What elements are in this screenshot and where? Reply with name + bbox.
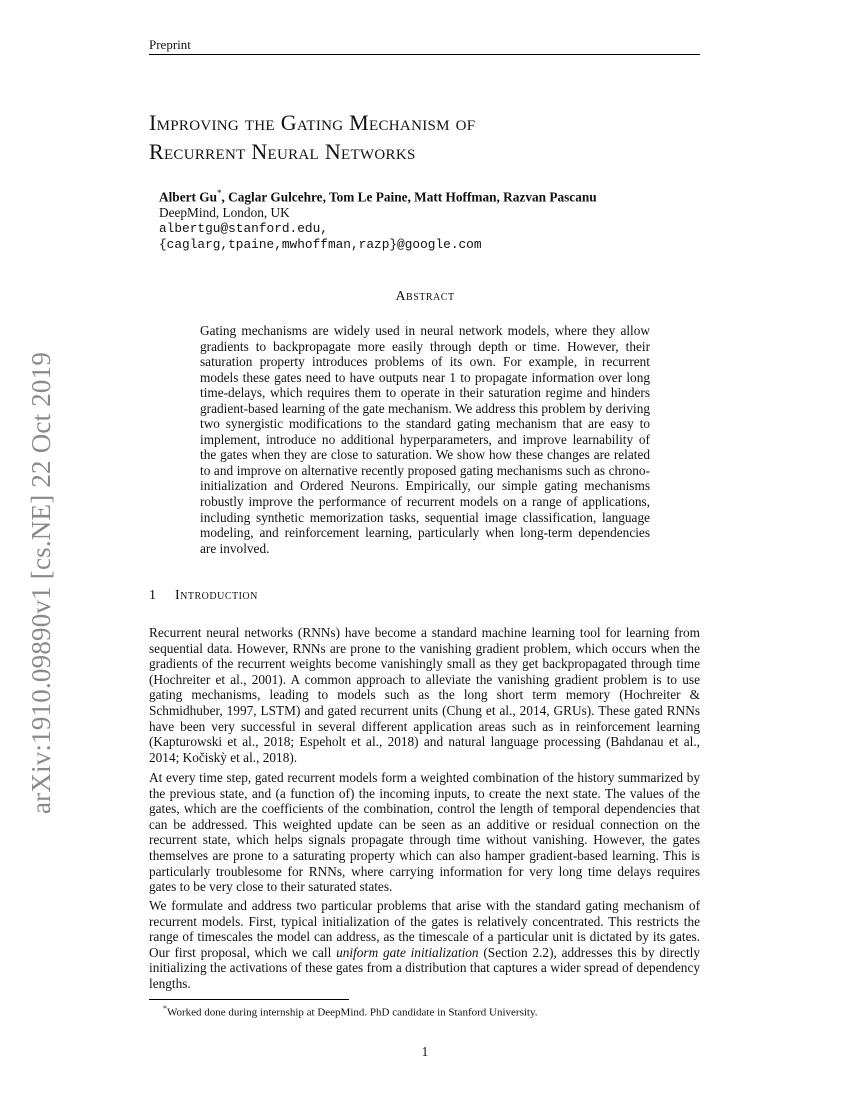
section-title: Introduction <box>175 588 258 603</box>
intro-paragraph-3 <box>149 898 700 992</box>
intro-paragraph-1: Recurrent neural networks (RNNs) have become a standard machine learning tool for learning from sequential data. However, RNNs are prone to the vanishing gradient problem, which occurs when the gradients of the recurrent weights become vanishingly small as they get backpropagated through time (Hochreiter et al., 2001). A common approach to alleviate the vanishing gradient problem is to use gating mechanisms, leading to models such as the long short term memory (Hochreiter & Schmidhuber, 1997, LSTM) and gated recurrent units (Chung et al., 2014, GRUs). These gated RNNs have been very successful in several different application areas such as in reinforcement learning (Kapturowski et al., 2018; Espeholt et al., 2018) and natural language processing (Bahdanau et al., 2014; Kočiskỳ et al., 2018). <box>149 625 700 765</box>
para3-emphasis: uniform gate initialization <box>336 944 479 960</box>
author-footnote-mark: * <box>217 188 222 198</box>
footnote-rule <box>149 999 349 1000</box>
footnote-text: Worked done during internship at DeepMind. PhD candidate in Stanford University. <box>167 1006 538 1019</box>
abstract-heading: Abstract <box>395 289 455 304</box>
running-header: Preprint <box>149 37 191 52</box>
affiliation: DeepMind, London, UK <box>159 205 290 220</box>
author-list <box>159 188 597 205</box>
title-line-2: Recurrent Neural Networks <box>149 139 416 164</box>
footnote <box>163 1004 538 1019</box>
footnote-mark: * <box>163 1004 167 1013</box>
email-group: {caglarg,tpaine,mwhoffman,razp}@google.com <box>159 237 482 252</box>
paper-title <box>149 108 709 166</box>
para3-text-a: We formulate and address two particular problems that arise with the standard gating mechanism of recurrent models. First, typical initialization of the gates is relatively concentrated. This restricts the range of timescales the model can address, as the timescale of a particular unit is dictated by its gates. Our first proposal, which we call <box>149 898 700 960</box>
para3-text-b: (Section 2.2), addresses this by directly initializing the activations of these gates from a distribution that captures a wider spread of dependency lengths. <box>149 944 700 991</box>
other-authors: , Caglar Gulcehre, Tom Le Paine, Matt Hoffman, Razvan Pascanu <box>221 189 597 205</box>
header-rule <box>149 54 700 55</box>
intro-paragraph-2: At every time step, gated recurrent models form a weighted combination of the history summarized by the previous state, and (a function of) the incoming inputs, to create the next state. The values of the gates, which are the coefficients of the combination, control the length of temporal dependencies that can be addressed. This weighted update can be seen as an additive or residual connection on the recurrent state, which helps signals propagate through time without vanishing. However, the gates themselves are prone to a saturating property which can also hamper gradient-based learning. This is particularly troublesome for RNNs, where carrying information for very long time delays requires gates to be very close to their saturated states. <box>149 770 700 895</box>
section-number: 1 <box>149 588 157 603</box>
section-heading-introduction <box>149 588 258 604</box>
abstract-text: Gating mechanisms are widely used in neural network models, where they allow gradients to backpropagate more easily through depth or time. However, their saturation property introduces problems of its own. For example, in recurrent models these gates need to have outputs near 1 to propagate information over long time-delays, which requires them to operate in their saturation regime and hinders gradient-based learning of the gate mechanism. We address this problem by deriving two synergistic modifications to the standard gating mechanism that are easy to implement, introduce no additional hyperparameters, and improve learnability of the gates when they are close to saturation. We show how these changes are related to and improve on alternative recently proposed gating mechanisms such as chrono-initialization and Ordered Neurons. Empirically, our simple gating mechanisms robustly improve the performance of recurrent models on a range of applications, including synthetic memorization tasks, sequential image classification, language modeling, and reinforcement learning, particularly when long-term dependencies are involved. <box>200 323 650 556</box>
arxiv-identifier: arXiv:1910.09890v1 [cs.NE] 22 Oct 2019 <box>26 351 56 814</box>
first-author: Albert Gu <box>159 189 217 205</box>
page-number: 1 <box>421 1044 429 1059</box>
email-primary: albertgu@stanford.edu, <box>159 221 328 236</box>
title-line-1: Improving the Gating Mechanism of <box>149 110 476 135</box>
